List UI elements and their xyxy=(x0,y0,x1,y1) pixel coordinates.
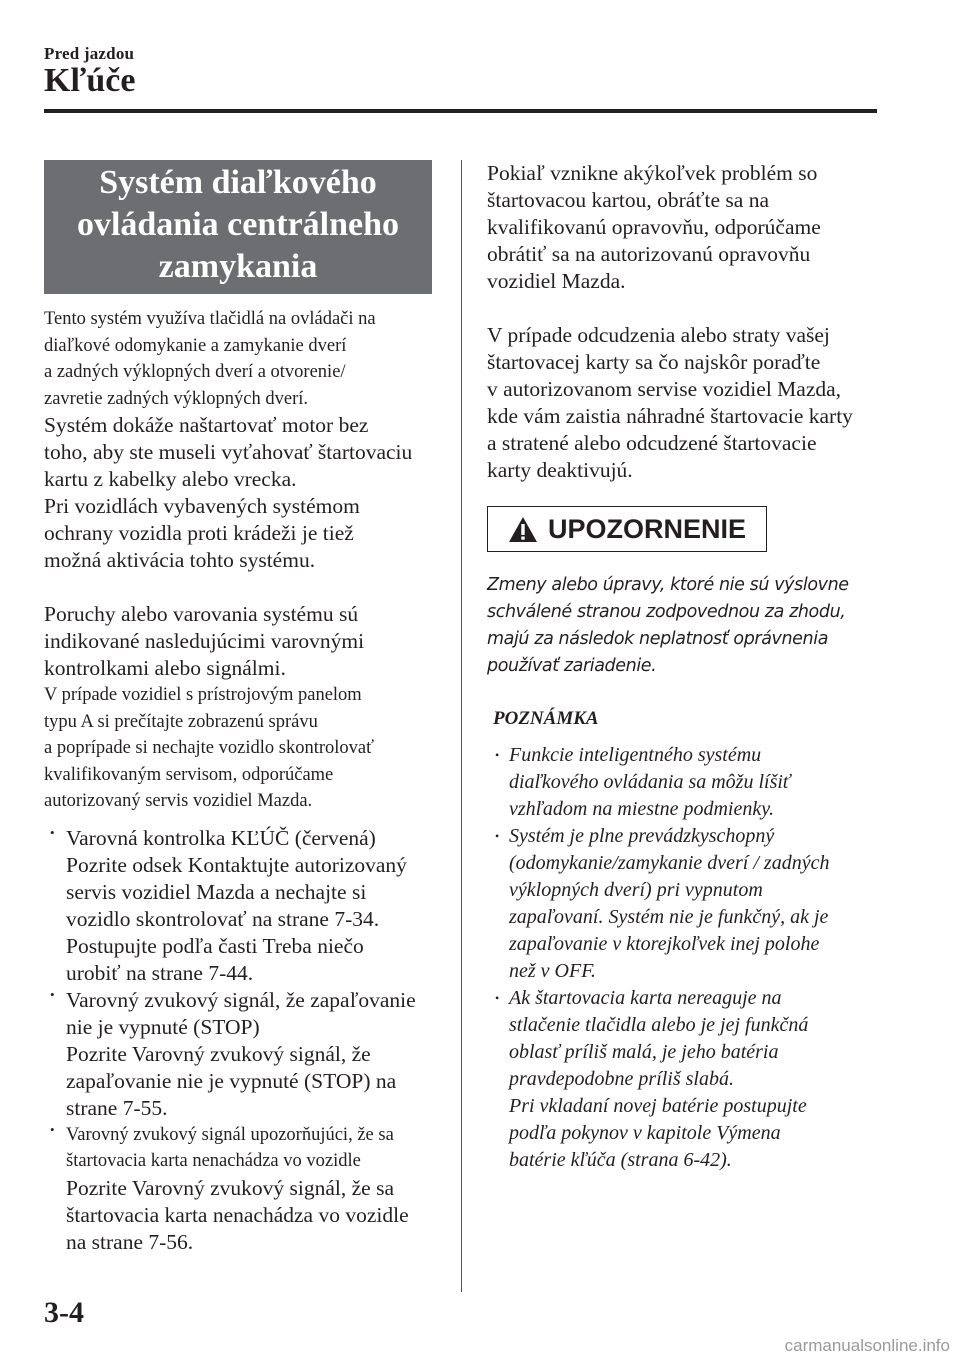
list-item xyxy=(509,742,882,823)
text-line: a poprípade si nechajte vozidlo skontrolovať xyxy=(44,738,375,758)
text-line: majú za následok neplatnosť oprávnenia xyxy=(487,629,829,649)
text-line: a zadných výklopných dverí a otvorenie/ xyxy=(44,362,346,382)
text-line: a stratené alebo odcudzené štartovacie xyxy=(487,431,817,455)
text-line: servis vozidiel Mazda a nechajte si xyxy=(66,879,367,904)
text-line: obrátiť sa na autorizovanú opravovňu xyxy=(487,242,811,266)
warning-triangle-icon xyxy=(508,516,538,543)
list-item xyxy=(66,825,437,987)
text-line: nie je vypnuté (STOP) xyxy=(66,1014,260,1039)
text-line: indikované nasledujúcimi varovnými xyxy=(44,629,365,653)
header-rule xyxy=(44,109,877,113)
list-item xyxy=(509,985,882,1174)
text-line: možná aktivácia tohto systému. xyxy=(44,548,316,572)
list-item-heading xyxy=(66,1122,437,1175)
text-line: batérie kľúča (strana 6-42). xyxy=(509,1149,732,1171)
text-line: než v OFF. xyxy=(509,960,596,982)
text-line: oblasť príliš malá, je jeho batéria xyxy=(509,1041,779,1063)
text-line: Tento systém využíva tlačidlá na ovládači na xyxy=(44,309,376,329)
text-line: vzhľadom na miestne podmienky. xyxy=(509,798,774,820)
text-line: strane 7-55. xyxy=(66,1095,168,1120)
section-title-line: Systém diaľkového xyxy=(99,164,377,201)
page-title: Kľúče xyxy=(44,62,136,99)
section-title-line: zamykania xyxy=(158,248,318,285)
left-column xyxy=(44,160,437,1256)
text-line: zapaľovanie nie je vypnuté (STOP) na xyxy=(66,1068,397,1093)
text-line: diaľkové odomykanie a zamykanie dverí xyxy=(44,335,347,356)
text-line: vozidlo skontrolovať na strane 7-34. xyxy=(66,906,380,931)
watermark: carmanualsonline.info xyxy=(784,1336,950,1355)
text-line: karty deaktivujú. xyxy=(487,458,633,482)
text-line: toho, aby ste museli vyťahovať štartovaciu xyxy=(44,440,413,464)
text-line: Postupujte podľa časti Treba niečo xyxy=(66,933,364,958)
header-section-label: Pred jazdou xyxy=(44,44,135,63)
warning-label: UPOZORNENIE xyxy=(547,513,747,544)
text-line: podľa pokynov v kapitole Výmena xyxy=(509,1122,781,1144)
list-item-heading xyxy=(66,825,437,852)
text-line: kontrolkami alebo signálmi. xyxy=(44,656,286,680)
list-item xyxy=(66,1122,437,1256)
text-line: vozidiel Mazda. xyxy=(487,269,626,293)
text-line: schválené stranou zodpovednou za zhodu, xyxy=(487,602,846,622)
text-line: stlačenie tlačidla alebo je jej funkčná xyxy=(509,1014,809,1036)
text-line: diaľkového ovládania sa môžu líšiť xyxy=(509,771,791,793)
section-title-box xyxy=(44,160,432,294)
text-line: • Varovný zvukový signál, že zapaľovanie xyxy=(66,987,416,1012)
page-number: 3-4 xyxy=(44,1296,84,1329)
text-line: urobiť na strane 7-44. xyxy=(66,960,254,985)
text-line: kde vám zaistia náhradné štartovacie karty xyxy=(487,404,853,428)
paragraph xyxy=(487,322,882,484)
text-line: kvalifikovanú opravovňu, odporúčame xyxy=(487,215,821,239)
list-item-body xyxy=(66,1175,437,1256)
text-line: štartovacia karta nenachádza vo vozidle xyxy=(66,1202,409,1227)
text-line: V prípade odcudzenia alebo straty vašej xyxy=(487,323,830,347)
text-line: Pozrite Varovný zvukový signál, že sa xyxy=(66,1175,395,1200)
text-line: • Varovný zvukový signál upozorňujúci, že sa xyxy=(66,1124,394,1145)
intro-paragraph xyxy=(44,306,437,412)
list-item-body xyxy=(66,1041,437,1122)
text-line: zapaľovanie v ktorejkoľvek inej polohe xyxy=(509,933,820,955)
text-line: Pri vozidlách vybavených systémom xyxy=(44,494,360,518)
text-line: pravdepodobne príliš slabá. xyxy=(509,1068,734,1090)
note-title: POZNÁMKA xyxy=(493,708,599,729)
text-line: štartovacou kartou, obráťte sa na xyxy=(487,188,770,212)
text-line: (odomykanie/zamykanie dverí / zadných xyxy=(509,852,830,874)
section-title-line: ovládania centrálneho xyxy=(76,206,400,243)
text-line: typu A si prečítajte zobrazenú správu xyxy=(44,711,318,732)
text-line: štartovacej karty sa čo najskôr poraďte xyxy=(487,350,821,374)
note-list xyxy=(487,742,882,1174)
text-line: • Systém je plne prevádzkyschopný xyxy=(509,825,775,847)
paragraph xyxy=(44,601,437,682)
list-item-heading xyxy=(66,987,437,1041)
text-line: • Varovná kontrolka KĽÚČ (červená) xyxy=(66,825,376,850)
text-line: štartovacia karta nenachádza vo vozidle xyxy=(66,1151,361,1171)
warning-text xyxy=(487,572,882,680)
text-line: zapaľovaní. Systém nie je funkčný, ak je xyxy=(509,906,829,928)
text-line: zavretie zadných výklopných dverí. xyxy=(44,388,309,409)
text-line: Poruchy alebo varovania systému sú xyxy=(44,602,359,626)
text-line: Systém dokáže naštartovať motor bez xyxy=(44,413,369,437)
text-line: používať zariadenie. xyxy=(487,656,657,676)
list-item-body xyxy=(66,852,437,987)
text-line: V prípade vozidiel s prístrojovým panelom xyxy=(44,685,362,705)
paragraph xyxy=(44,493,437,574)
paragraph xyxy=(487,160,882,295)
warning-box xyxy=(487,506,767,552)
text-line: kartu z kabelky alebo vrecka. xyxy=(44,467,297,491)
text-line: Pri vkladaní novej batérie postupujte xyxy=(509,1095,807,1117)
text-line: Pokiaľ vznikne akýkoľvek problém so xyxy=(487,161,818,185)
text-line: výklopných dverí) pri vypnutom xyxy=(509,879,763,901)
text-line: autorizovaný servis vozidiel Mazda. xyxy=(44,791,313,811)
text-line: ochrany vozidla proti krádeži je tiež xyxy=(44,521,354,545)
text-line: Pozrite Varovný zvukový signál, že xyxy=(66,1041,371,1066)
warning-signal-list xyxy=(44,825,437,1256)
paragraph xyxy=(44,412,437,493)
right-column xyxy=(487,160,882,1174)
text-line: Zmeny alebo úpravy, ktoré nie sú výslovne xyxy=(487,575,849,595)
text-line: Pozrite odsek Kontaktujte autorizovaný xyxy=(66,852,407,877)
column-divider xyxy=(461,160,462,1292)
text-line: • Funkcie inteligentného systému xyxy=(509,744,762,766)
text-line: • Ak štartovacia karta nereaguje na xyxy=(509,987,782,1009)
text-line: v autorizovanom servise vozidiel Mazda, xyxy=(487,377,842,401)
list-item xyxy=(509,823,882,985)
text-line: na strane 7-56. xyxy=(66,1229,194,1254)
list-item xyxy=(66,987,437,1122)
paragraph xyxy=(44,682,437,815)
text-line: kvalifikovaným servisom, odporúčame xyxy=(44,764,334,785)
